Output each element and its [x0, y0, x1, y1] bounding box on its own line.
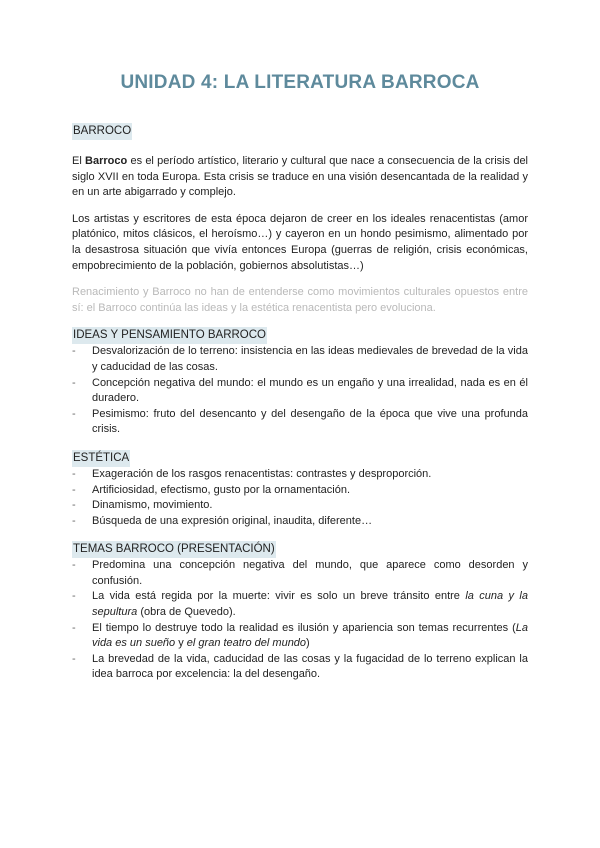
- ideas-list: [72, 344, 528, 438]
- section-temas: [72, 539, 528, 683]
- section-barroco: [72, 121, 528, 316]
- list-item-text: ): [306, 637, 310, 650]
- dash-bullet-icon: -: [72, 345, 76, 358]
- list-item: [72, 652, 528, 683]
- dash-bullet-icon: -: [72, 559, 76, 572]
- list-item: [72, 558, 528, 589]
- section-ideas: [72, 325, 528, 438]
- list-item-text: Búsqueda de una expresión original, inaudita, diferente…: [92, 514, 373, 527]
- paragraph-intro-post: es el período artístico, literario y cultural que nace a consecuencia de la crisis del siglo XVII en toda Europa. Esta crisis se traduce en una visión desencantada de la realidad y en un arte abigarrado y complejo.: [72, 155, 528, 199]
- section-heading-estetica: ESTÉTICA: [72, 450, 130, 467]
- section-heading-temas: TEMAS BARROCO (PRESENTACIÓN): [72, 541, 276, 558]
- dash-bullet-icon: -: [72, 621, 76, 634]
- paragraph-artists: Los artistas y escritores de esta época dejaron de creer en los ideales renacentistas (amor platónico, mitos clásicos, el heroísmo…) y cayeron en un hondo pesimismo, alimentado por la desastrosa situación que vivía entonces Europa (guerras de religión, crisis económicas, empobrecimiento de la población, gobiernos absolutistas…): [72, 212, 528, 272]
- document-body: [72, 121, 528, 683]
- dash-bullet-icon: -: [72, 499, 76, 512]
- list-item-text: Desvalorización de lo terreno: insistencia en las ideas medievales de brevedad de la vida y caducidad de las cosas.: [92, 345, 528, 373]
- list-item-text: La vida está regida por la muerte: vivir es solo un breve tránsito entre: [92, 590, 466, 603]
- list-item-text: La brevedad de la vida, caducidad de las cosas y la fugacidad de lo terreno explican la idea barroca por excelencia: la del desengaño.: [92, 652, 528, 681]
- paragraph-intro-pre: El: [72, 155, 86, 167]
- list-item-italic: La vida es un sueño: [92, 621, 528, 650]
- list-item: [72, 498, 528, 514]
- dash-bullet-icon: -: [72, 514, 76, 527]
- list-item: [72, 407, 528, 438]
- paragraph-note-muted: Renacimiento y Barroco no han de entenderse como movimientos culturales opuestos entre sí: el Barroco continúa las ideas y la estética renacentista pero evoluciona.: [72, 286, 528, 314]
- dash-bullet-icon: -: [72, 407, 76, 420]
- list-item-italic: el gran teatro del mundo: [186, 637, 307, 650]
- list-item-text: Pesimismo: fruto del desencanto y del desengaño de la época que vive una profunda crisis.: [92, 407, 528, 436]
- list-item-text: y: [175, 637, 187, 650]
- list-item-text: (obra de Quevedo).: [137, 606, 236, 619]
- paragraph-intro-bold: Barroco: [85, 155, 128, 167]
- dash-bullet-icon: -: [72, 652, 76, 665]
- list-item-text: Concepción negativa del mundo: el mundo es un engaño y una irrealidad, nada es en él duradero.: [92, 376, 528, 405]
- list-item-text: Artificiosidad, efectismo, gusto por la ornamentación.: [92, 483, 351, 496]
- list-item-text: El tiempo lo destruye todo la realidad es ilusión y apariencia son temas recurrentes (: [92, 621, 516, 634]
- estetica-list: [72, 467, 528, 529]
- dash-bullet-icon: -: [72, 467, 76, 480]
- list-item-italic: la cuna y la sepultura: [92, 590, 528, 619]
- list-item: [72, 344, 528, 375]
- list-item: [72, 514, 528, 530]
- list-item: [72, 483, 528, 499]
- section-heading-barroco: BARROCO: [72, 123, 132, 140]
- section-estetica: [72, 448, 528, 529]
- temas-list: [72, 558, 528, 683]
- dash-bullet-icon: -: [72, 376, 76, 389]
- list-item: [72, 621, 528, 652]
- page-title: UNIDAD 4: LA LITERATURA BARROCA: [120, 72, 480, 93]
- list-item-text: Predomina una concepción negativa del mundo, que aparece como desorden y confusión.: [92, 559, 528, 587]
- list-item-text: Dinamismo, movimiento.: [92, 499, 213, 512]
- section-heading-ideas: IDEAS Y PENSAMIENTO BARROCO: [72, 327, 267, 344]
- list-item: [72, 467, 528, 483]
- list-item: [72, 376, 528, 407]
- dash-bullet-icon: -: [72, 483, 76, 496]
- list-item-text: Exageración de los rasgos renacentistas: contrastes y desproporción.: [92, 467, 432, 480]
- list-item: [72, 589, 528, 620]
- dash-bullet-icon: -: [72, 590, 76, 603]
- paragraph-intro: [72, 154, 528, 201]
